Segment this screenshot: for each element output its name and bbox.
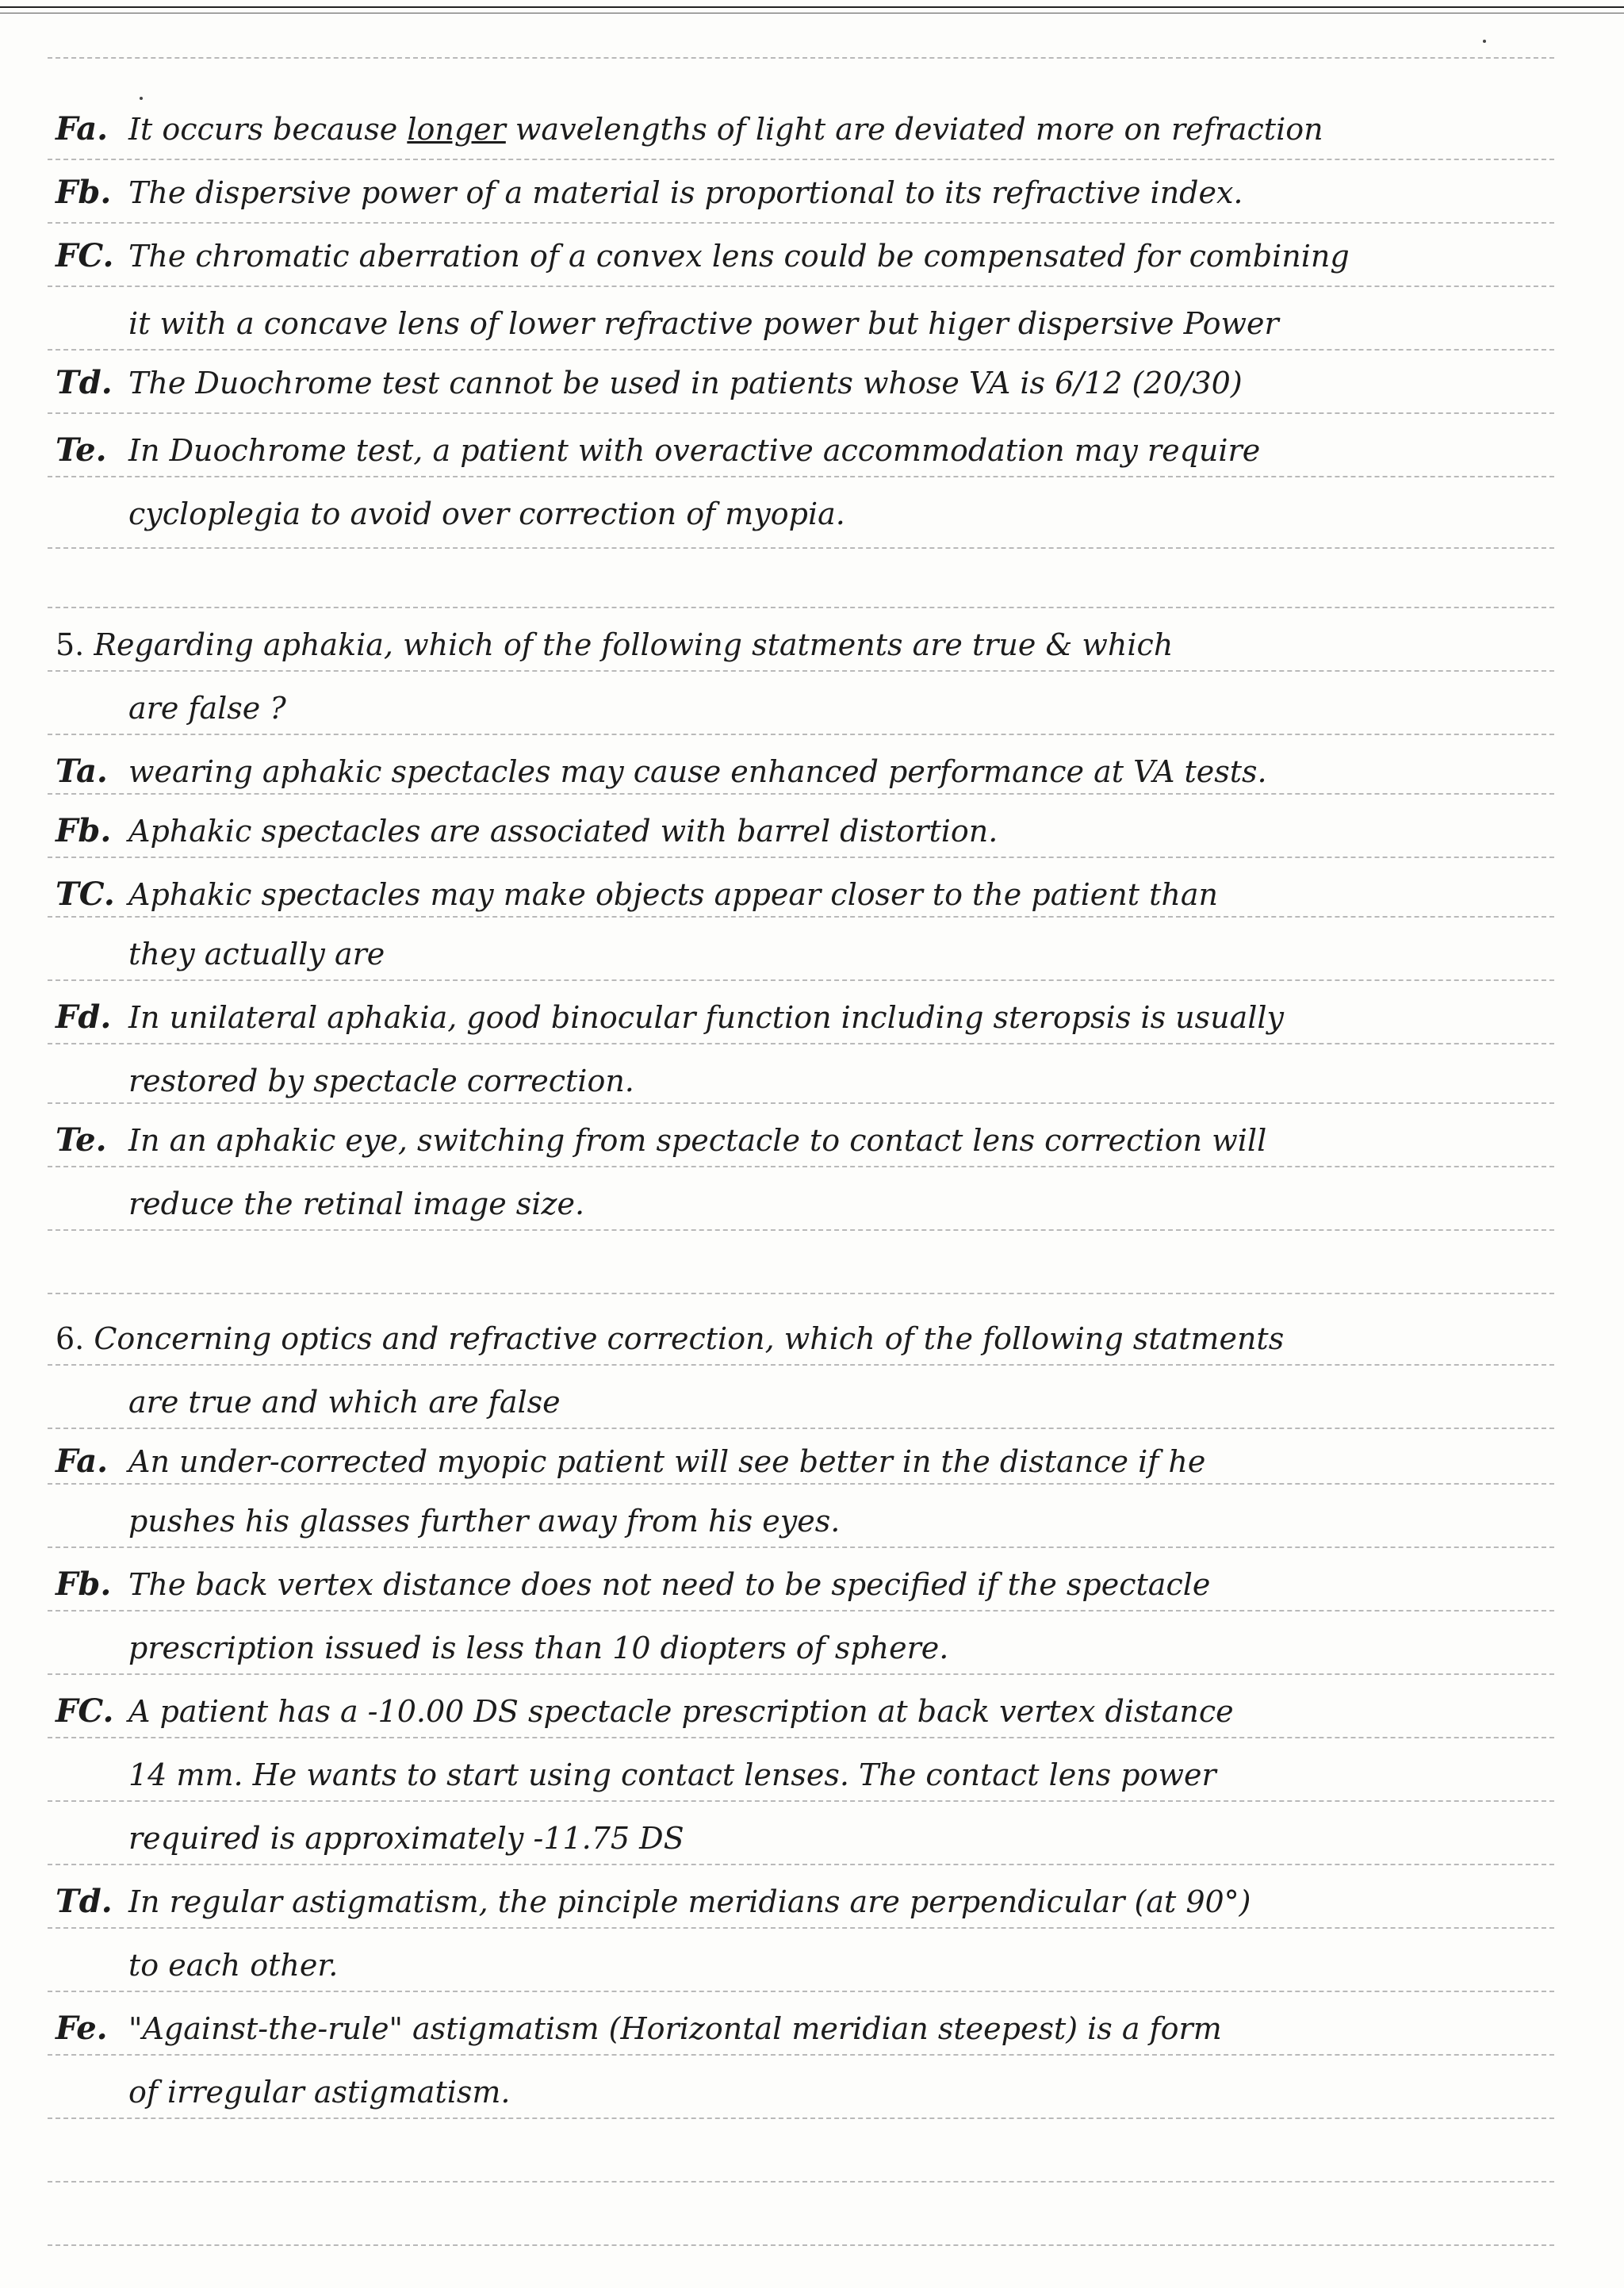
ruled-line	[48, 1293, 1554, 1294]
answer-mark: FC.	[56, 1692, 114, 1730]
statement-line	[56, 432, 1562, 469]
ruled-line	[48, 979, 1554, 981]
ruled-line	[48, 1546, 1554, 1548]
top-border-line	[0, 6, 1624, 8]
statement-continuation: 14 mm. He wants to start using contact lenses. The contact lens power	[128, 1757, 1216, 1792]
ruled-line	[48, 916, 1554, 918]
ruled-line	[48, 1043, 1554, 1044]
ink-dot	[140, 97, 143, 100]
question-text: Regarding aphakia, which of the following statments are true & which	[94, 627, 1174, 662]
ruled-line	[48, 159, 1554, 160]
statement-line	[56, 813, 1562, 849]
statement-line	[56, 753, 1562, 790]
statement-line	[56, 111, 1562, 148]
answer-mark: Fe.	[56, 2010, 108, 2047]
ruled-line	[48, 857, 1554, 858]
statement-text: A patient has a -10.00 DS spectacle prescription at back vertex distance	[128, 1694, 1234, 1729]
statement-continuation: pushes his glasses further away from his eyes.	[128, 1504, 841, 1539]
ruled-line	[48, 2117, 1554, 2119]
statement-text: Aphakic spectacles are associated with barrel distortion.	[128, 814, 998, 849]
underlined-word: longer	[407, 112, 506, 147]
statement-line	[56, 876, 1562, 913]
statement-text: The back vertex distance does not need to be specified if the spectacle	[128, 1567, 1211, 1602]
answer-mark: FC.	[56, 237, 114, 274]
statement-line	[56, 174, 1562, 211]
ink-dot	[1483, 40, 1486, 43]
statement-continuation: prescription issued is less than 10 diopters of sphere.	[128, 1631, 949, 1665]
ruled-line	[48, 607, 1554, 608]
answer-mark: Fa.	[56, 1443, 109, 1480]
statement-line	[56, 2010, 1562, 2047]
answer-mark: Fb.	[56, 1566, 112, 1603]
ruled-line	[48, 734, 1554, 735]
ruled-line	[48, 2054, 1554, 2056]
statement-continuation: reduce the retinal image size.	[128, 1186, 585, 1221]
statement-continuation: cycloplegia to avoid over correction of myopia.	[128, 496, 845, 531]
statement-line	[56, 1122, 1562, 1159]
statement-text: In an aphakic eye, switching from spectacle to contact lens correction will	[128, 1123, 1267, 1158]
answer-mark: Fa.	[56, 110, 109, 148]
question-number: 5.	[56, 627, 85, 662]
ruled-line	[48, 349, 1554, 351]
answer-mark: TC.	[56, 876, 115, 913]
statement-continuation: required is approximately -11.75 DS	[128, 1821, 684, 1856]
answer-mark: Ta.	[56, 753, 108, 790]
answer-mark: Te.	[56, 1121, 107, 1159]
ruled-line	[48, 222, 1554, 224]
statement-line	[56, 1884, 1562, 1920]
statement-text: In Duochrome test, a patient with overactive accommodation may require	[128, 433, 1261, 468]
ruled-line	[48, 1483, 1554, 1485]
statement-continuation: it with a concave lens of lower refractive power but higer dispersive Power	[128, 306, 1279, 341]
answer-mark: Te.	[56, 431, 107, 469]
answer-mark: Td.	[56, 1883, 113, 1920]
answer-mark: Fb.	[56, 812, 112, 849]
ruled-line	[48, 1673, 1554, 1675]
statement-text: An under-corrected myopic patient will see better in the distance if he	[128, 1444, 1206, 1479]
statement-text: It occurs because	[128, 112, 408, 147]
ruled-line	[48, 547, 1554, 549]
ruled-line	[48, 57, 1554, 59]
statement-continuation: they actually are	[128, 937, 385, 972]
statement-text: In unilateral aphakia, good binocular function including steropsis is usually	[128, 1000, 1285, 1035]
ruled-line	[48, 1927, 1554, 1929]
ruled-line	[48, 1229, 1554, 1231]
statement-line	[56, 1443, 1562, 1480]
statement-line	[56, 1693, 1562, 1730]
ruled-line	[48, 1364, 1554, 1366]
ruled-line	[48, 2181, 1554, 2183]
question-continuation: are false ?	[128, 691, 286, 726]
ruled-line	[48, 793, 1554, 795]
ruled-line	[48, 286, 1554, 287]
ruled-line	[48, 412, 1554, 414]
question-heading	[56, 627, 1562, 663]
ruled-line	[48, 2244, 1554, 2246]
statement-text: wearing aphakic spectacles may cause enhanced performance at VA tests.	[128, 754, 1267, 789]
ruled-line	[48, 476, 1554, 477]
ruled-line	[48, 1166, 1554, 1167]
statement-text: "Against-the-rule" astigmatism (Horizontal meridian steepest) is a form	[128, 2011, 1222, 2046]
ruled-line	[48, 1737, 1554, 1738]
ruled-line	[48, 1800, 1554, 1802]
statement-line	[56, 238, 1562, 274]
statement-text: The Duochrome test cannot be used in patients whose VA is 6/12 (20/30)	[128, 366, 1243, 400]
statement-line	[56, 365, 1562, 401]
ruled-line	[48, 1428, 1554, 1429]
ruled-line	[48, 670, 1554, 672]
statement-text: Aphakic spectacles may make objects appear closer to the patient than	[128, 877, 1218, 912]
answer-mark: Td.	[56, 364, 113, 401]
statement-text: wavelengths of light are deviated more on refraction	[505, 112, 1323, 147]
statement-text: In regular astigmatism, the pinciple meridians are perpendicular (at 90°)	[128, 1884, 1251, 1919]
ruled-line	[48, 1102, 1554, 1104]
statement-continuation: restored by spectacle correction.	[128, 1064, 634, 1098]
question-continuation: are true and which are false	[128, 1385, 561, 1420]
ruled-line	[48, 1864, 1554, 1865]
answer-mark: Fd.	[56, 998, 112, 1036]
statement-text: The chromatic aberration of a convex lens could be compensated for combining	[128, 239, 1350, 274]
statement-continuation: of irregular astigmatism.	[128, 2075, 511, 2110]
ruled-line	[48, 1991, 1554, 1992]
statement-continuation: to each other.	[128, 1948, 339, 1983]
question-text: Concerning optics and refractive correction, which of the following statments	[94, 1321, 1285, 1356]
question-number: 6.	[56, 1321, 85, 1356]
question-heading	[56, 1320, 1562, 1357]
answer-mark: Fb.	[56, 174, 112, 211]
statement-line	[56, 999, 1562, 1036]
statement-text: The dispersive power of a material is proportional to its refractive index.	[128, 175, 1243, 210]
ruled-line	[48, 1610, 1554, 1612]
statement-line	[56, 1566, 1562, 1603]
